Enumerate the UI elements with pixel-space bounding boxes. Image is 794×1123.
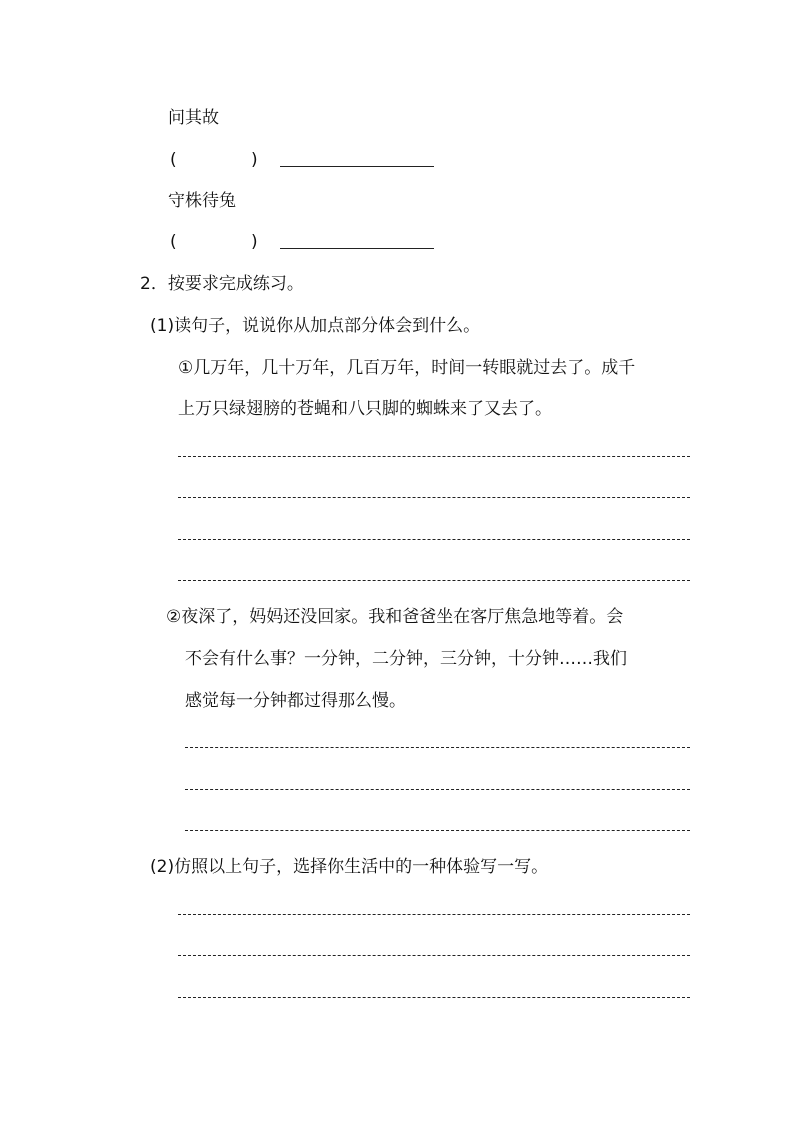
writing-line[interactable] [185, 830, 690, 831]
writing-line[interactable] [178, 997, 690, 998]
sentence-2-line-3: 感觉每一分钟都过得那么慢。 [185, 691, 406, 711]
writing-line[interactable] [178, 914, 690, 915]
answer-blank-2[interactable] [280, 247, 434, 249]
paren-open-2: ( [170, 232, 177, 252]
sentence-1-line-2: 上万只绿翅膀的苍蝇和八只脚的蜘蛛来了又去了。 [178, 399, 552, 419]
answer-blank-1[interactable] [280, 165, 434, 167]
paren-close-1: ) [251, 150, 258, 170]
writing-line[interactable] [185, 747, 690, 748]
sentence-2-line-2: 不会有什么事？一分钟，二分钟，三分钟，十分钟……我们 [185, 649, 627, 669]
paren-open-1: ( [170, 150, 177, 170]
part-2-label: (2)仿照以上句子，选择你生活中的一种体验写一写。 [150, 857, 549, 877]
writing-line[interactable] [178, 955, 690, 956]
sentence-2-line-1: ②夜深了，妈妈还没回家。我和爸爸坐在客厅焦急地等着。会 [166, 607, 624, 627]
sentence-1-line-1: ①几万年，几十万年，几百万年，时间一转眼就过去了。成千 [178, 358, 636, 378]
writing-line[interactable] [178, 580, 690, 581]
part-1-label: (1)读句子，说说你从加点部分体会到什么。 [150, 316, 481, 336]
word-item-2: 守株待兔 [168, 191, 236, 211]
word-item-1: 问其故 [168, 108, 219, 128]
writing-line[interactable] [178, 456, 690, 457]
writing-line[interactable] [178, 497, 690, 498]
question-2-title: 2．按要求完成练习。 [140, 274, 304, 294]
writing-line[interactable] [178, 539, 690, 540]
paren-close-2: ) [251, 232, 258, 252]
writing-line[interactable] [185, 789, 690, 790]
